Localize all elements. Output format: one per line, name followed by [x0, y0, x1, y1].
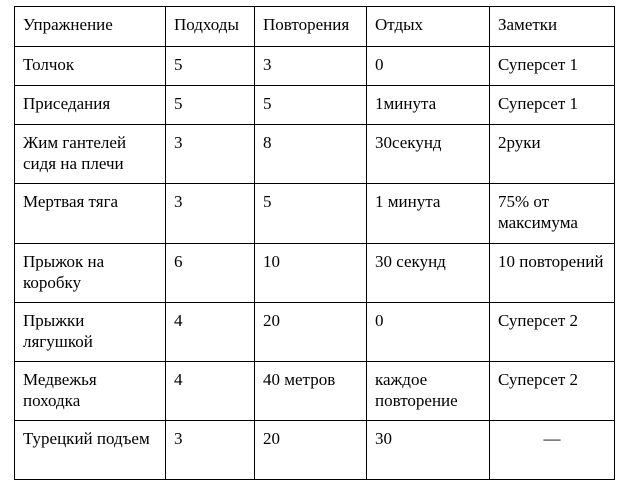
cell-exercise: Мертвая тяга — [15, 184, 166, 244]
table-row — [15, 244, 615, 303]
table-row — [15, 362, 615, 421]
cell-notes: Суперсет 1 — [490, 86, 615, 125]
table-row — [15, 303, 615, 362]
cell-sets: 5 — [166, 86, 255, 125]
cell-exercise: Приседания — [15, 86, 166, 125]
cell-notes: 2руки — [490, 125, 615, 184]
cell-reps: 20 — [255, 303, 367, 362]
cell-sets: 4 — [166, 362, 255, 421]
cell-reps: 5 — [255, 86, 367, 125]
table-row — [15, 47, 615, 86]
header-notes: Заметки — [490, 7, 615, 47]
workout-table — [14, 6, 615, 480]
cell-rest: 30 секунд — [367, 244, 490, 303]
cell-exercise: Прыжок на коробку — [15, 244, 166, 303]
cell-rest: каждое повторение — [367, 362, 490, 421]
cell-sets: 4 — [166, 303, 255, 362]
cell-sets: 5 — [166, 47, 255, 86]
cell-reps: 10 — [255, 244, 367, 303]
table-row — [15, 86, 615, 125]
header-rest: Отдых — [367, 7, 490, 47]
cell-sets: 3 — [166, 184, 255, 244]
cell-rest: 1 минута — [367, 184, 490, 244]
cell-sets: 6 — [166, 244, 255, 303]
cell-exercise: Жим гантелей сидя на плечи — [15, 125, 166, 184]
cell-reps: 8 — [255, 125, 367, 184]
cell-exercise: Медвежья походка — [15, 362, 166, 421]
cell-exercise: Турецкий подъем — [15, 421, 166, 480]
cell-notes: Суперсет 2 — [490, 303, 615, 362]
cell-exercise: Прыжки лягушкой — [15, 303, 166, 362]
cell-exercise: Толчок — [15, 47, 166, 86]
cell-sets: 3 — [166, 421, 255, 480]
cell-sets: 3 — [166, 125, 255, 184]
cell-reps: 20 — [255, 421, 367, 480]
cell-rest: 1минута — [367, 86, 490, 125]
cell-reps: 5 — [255, 184, 367, 244]
workout-table-wrapper — [14, 6, 615, 480]
cell-reps: 40 метров — [255, 362, 367, 421]
table-row — [15, 421, 615, 480]
table-header-row — [15, 7, 615, 47]
cell-reps: 3 — [255, 47, 367, 86]
table-row — [15, 125, 615, 184]
cell-notes: Суперсет 1 — [490, 47, 615, 86]
header-sets: Подходы — [166, 7, 255, 47]
cell-rest: 0 — [367, 303, 490, 362]
cell-notes: 10 повторений — [490, 244, 615, 303]
header-reps: Повторения — [255, 7, 367, 47]
cell-rest: 0 — [367, 47, 490, 86]
header-exercise: Упражнение — [15, 7, 166, 47]
cell-rest: 30секунд — [367, 125, 490, 184]
cell-notes: — — [490, 421, 615, 480]
cell-rest: 30 — [367, 421, 490, 480]
cell-notes: 75% от максимума — [490, 184, 615, 244]
table-row — [15, 184, 615, 244]
cell-notes: Суперсет 2 — [490, 362, 615, 421]
